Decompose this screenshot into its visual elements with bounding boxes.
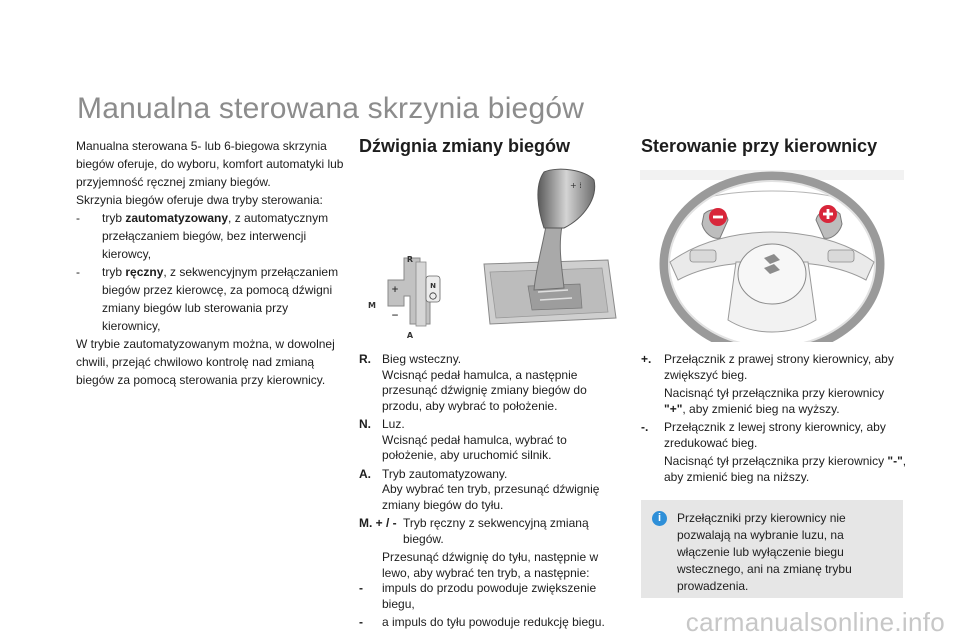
watermark: carmanualsonline.info <box>685 607 945 637</box>
info-icon: i <box>652 511 667 526</box>
instruction-minus: -. Przełącznik z lewej strony kierownicy, aby zredukować bieg. <box>641 420 886 450</box>
instruction-m: M. + / - Tryb ręczny z sekwencyjną zmianą biegów. <box>359 516 589 546</box>
page-title: Manualna sterowana skrzynia biegów <box>77 92 585 125</box>
instruction-m-sub-2: - a impuls do tyłu powoduje redukcję biegu. <box>359 615 605 629</box>
instruction-plus: +. Przełącznik z prawej strony kierownicy, aby zwiększyć bieg. <box>641 352 894 382</box>
steering-wheel-illustration <box>640 170 904 342</box>
mode-item-automatic: - tryb zautomatyzowany, z automatycznym przełączaniem biegów, bez interwencji kierowcy, <box>76 211 329 261</box>
instruction-m-step: Przesunąć dźwignię do tyłu, następnie w lewo, aby wybrać ten tryb, a następnie: <box>382 550 599 580</box>
instruction-m-sub-1: - impuls do przodu powoduje zwiększenie biegu, <box>359 581 597 611</box>
instruction-a-step: Aby wybrać ten tryb, przesunąć dźwignię zmiany biegów do tyłu. <box>382 482 600 512</box>
gate-label-m: M <box>368 301 376 310</box>
instruction-r: R. Bieg wsteczny. <box>359 352 462 366</box>
instruction-r-step: Wcisnąć pedał hamulca, a następnie przesunąć dźwignię zmiany biegów do przodu, aby wybrać to położenie. <box>382 367 587 413</box>
lever-instructions <box>359 352 621 631</box>
gate-label-minus: − <box>391 311 399 321</box>
gate-label-n: N <box>430 282 436 290</box>
instruction-a: A. Tryb zautomatyzowany. <box>359 466 508 481</box>
gear-lever-illustration <box>358 168 620 340</box>
minus-paddle-icon <box>709 208 727 226</box>
intro-paragraph-1: Manualna sterowana 5- lub 6-biegowa skrzynia biegów oferuje, do wyboru, komfort automatyki lub przyjemność ręcznej zmiany biegów. <box>76 139 344 189</box>
gate-label-r: R <box>406 255 414 264</box>
info-note-text: Przełączniki przy kierownicy nie pozwalają na wybranie luzu, na włączenie lub wyłączenie biegu wstecznego, ani na zmianę trybu prowadzenia. <box>677 511 852 593</box>
plus-paddle-icon <box>819 205 837 223</box>
info-note <box>641 500 903 598</box>
gate-label-plus: + <box>391 285 399 295</box>
intro-text <box>76 137 346 389</box>
gear-gate-diagram <box>368 255 440 340</box>
instruction-n: N. Luz. <box>359 417 405 431</box>
wheel-instructions <box>641 352 907 485</box>
svg-text:+ ⁞: + ⁞ <box>570 181 582 190</box>
gate-label-a: A <box>406 331 414 340</box>
lever-heading: Dźwignia zmiany biegów <box>359 136 571 156</box>
instruction-n-step: Wcisnąć pedał hamulca, wybrać to położenie, aby uruchomić silnik. <box>382 432 567 462</box>
wheel-heading: Sterowanie przy kierownicy <box>641 136 878 156</box>
instruction-plus-step: Nacisnąć tył przełącznika przy kierownicy "+", aby zmienić bieg na wyższy. <box>664 386 885 416</box>
intro-paragraph-3: W trybie zautomatyzowanym można, w dowolnej chwili, przejąć chwilowo kontrolę nad zmianą biegów za pomocą sterowania przy kierownicy. <box>76 337 335 387</box>
mode-item-manual: - tryb ręczny, z sekwencyjnym przełączaniem biegów przez kierowcę, za pomocą dźwigni zmiany biegów lub sterowania przy kierownicy, <box>76 265 339 333</box>
intro-paragraph-2: Skrzynia biegów oferuje dwa tryby sterowania: <box>76 193 323 207</box>
instruction-minus-step: Nacisnąć tył przełącznika przy kierownicy "-", aby zmienić bieg na niższy. <box>664 454 907 484</box>
